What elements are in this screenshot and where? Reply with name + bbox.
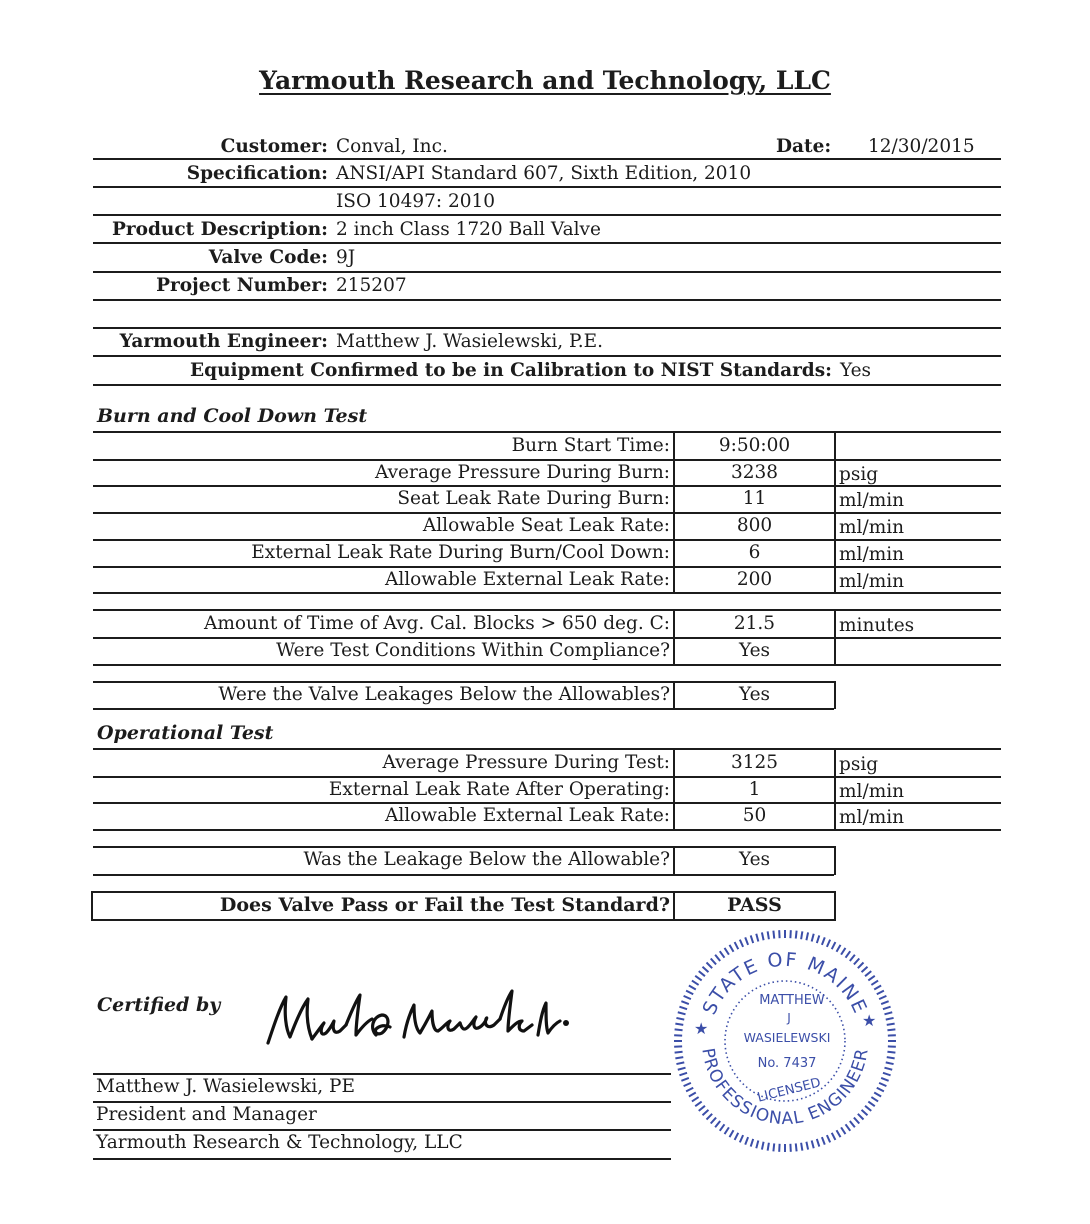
rule-project (93, 299, 1001, 301)
rule-name (93, 1101, 671, 1103)
seal-tick (768, 931, 769, 939)
seal-tick (796, 1143, 797, 1151)
seal-name-1: MATTHEW (759, 993, 825, 1008)
op-summary-top-rule (93, 846, 834, 848)
burn-row-rule (93, 539, 1001, 541)
seal-tick (684, 1083, 691, 1086)
seal-tick (846, 951, 851, 957)
seal-tick (879, 1083, 886, 1086)
rule-spec-2 (93, 214, 1001, 216)
seal-tick (745, 1137, 748, 1144)
burn-row-label: Allowable External Leak Rate: (384, 568, 670, 590)
op-row-value: 3125 (730, 752, 779, 773)
seal-tick (846, 1124, 851, 1130)
seal-tick (877, 1088, 884, 1092)
operational-section-title: Operational Test (97, 722, 274, 744)
seal-tick (768, 1143, 769, 1151)
seal-tick (756, 1140, 758, 1148)
seal-tick (686, 991, 693, 995)
customer-label: Customer: (220, 136, 328, 157)
seal-tick (801, 931, 802, 939)
calibration-label: Equipment Confirmed to be in Calibration to NIST Standards: (190, 360, 832, 381)
op-summary-label: Was the Leakage Below the Allowable? (303, 849, 670, 870)
seal-tick (874, 986, 881, 990)
burn-summary-label: Were the Valve Leakages Below the Allowables? (218, 684, 670, 705)
seal-tick (879, 996, 886, 999)
seal-tick (812, 934, 814, 942)
seal-tick (756, 934, 758, 942)
seal-tick (850, 955, 855, 961)
seal-tick (827, 940, 830, 947)
seal-tick (751, 935, 753, 943)
specification-value-2: ISO 10497: 2010 (336, 191, 496, 212)
seal-tick (862, 1110, 868, 1115)
date-label: Date: (776, 136, 832, 157)
seal-tick (730, 945, 734, 952)
burn-row-rule (93, 566, 1001, 568)
calibration-value: Yes (840, 360, 872, 381)
seal-tick (725, 948, 729, 955)
seal-tick (678, 1068, 686, 1070)
seal-tick (679, 1007, 687, 1009)
burn-row-value: 9:50:00 (718, 435, 791, 456)
seal-tick (689, 1093, 696, 1097)
burn-row-label: Burn Start Time: (511, 435, 670, 456)
date-value: 12/30/2015 (868, 136, 975, 157)
seal-tick (745, 937, 748, 944)
op-row-value: 1 (748, 778, 761, 800)
seal-top-text: STATE OF MAINE (698, 948, 872, 1019)
seal-tick (865, 971, 871, 976)
seal-tick (865, 1106, 871, 1111)
valve-code-label: Valve Code: (208, 247, 328, 268)
op-row-rule (93, 776, 1001, 778)
seal-tick (887, 1029, 895, 1030)
seal-tick (841, 948, 845, 955)
engineer-seal-icon (672, 928, 898, 1154)
seal-tick (740, 940, 743, 947)
burn-row-rule (93, 512, 1001, 514)
seal-tick (887, 1057, 895, 1058)
seal-tick (703, 967, 709, 972)
seal-licensed: LICENSED (755, 1075, 823, 1106)
certifier-role: President and Manager (96, 1104, 317, 1125)
seal-tick (711, 1118, 716, 1124)
seal-tick (854, 1118, 859, 1124)
burn2-row-label: Amount of Time of Avg. Cal. Blocks > 650 deg. C: (203, 613, 670, 634)
engineer-label: Yarmouth Engineer: (119, 331, 328, 352)
seal-tick (715, 1121, 720, 1127)
seal-tick (887, 1024, 895, 1025)
seal-tick (678, 1012, 686, 1014)
burn-summary-bottom-rule (93, 708, 834, 710)
op-row-rule (93, 829, 1001, 831)
seal-tick (886, 1018, 894, 1020)
seal-tick (675, 1024, 683, 1025)
burn-row-rule (93, 459, 1001, 461)
burn-section-title: Burn and Cool Down Test (97, 405, 368, 427)
seal-tick (695, 1102, 701, 1107)
rule-company (93, 1158, 671, 1160)
op-row-label: External Leak Rate After Operating: (328, 778, 670, 800)
seal-tick (877, 991, 884, 995)
operational-table-top-rule (93, 748, 1001, 750)
customer-value: Conval, Inc. (336, 136, 448, 157)
seal-license: No. 7437 (757, 1056, 817, 1071)
seal-tick (773, 1143, 774, 1151)
seal-tick (801, 1143, 802, 1151)
seal-tick (871, 1097, 878, 1101)
product-description-value: 2 inch Class 1720 Ball Valve (336, 219, 601, 240)
seal-tick (881, 1001, 888, 1004)
specification-value-1: ANSI/API Standard 607, Sixth Edition, 2010 (336, 163, 752, 184)
seal-tick (681, 1078, 688, 1081)
burn-row-label: Average Pressure During Burn: (374, 461, 670, 483)
seal-tick (711, 959, 716, 965)
seal-tick (762, 1142, 764, 1150)
specification-label: Specification: (186, 163, 328, 184)
seal-tick (868, 1102, 874, 1107)
burn2-row-unit: minutes (839, 615, 915, 636)
final-label: Does Valve Pass or Fail the Test Standard? (219, 894, 670, 916)
seal-tick (832, 1133, 836, 1140)
op-summary-bottom-rule (93, 874, 834, 876)
seal-tick (684, 996, 691, 999)
seal-tick (675, 1052, 683, 1053)
rule-valve (93, 271, 1001, 273)
product-description-label: Product Description: (111, 219, 328, 240)
burn-row-unit: ml/min (839, 490, 905, 512)
seal-tick (773, 931, 774, 939)
final-value: PASS (727, 894, 782, 916)
burn-row-value: 11 (742, 488, 767, 510)
burn-row-rule (93, 485, 1001, 487)
burn-row-label: External Leak Rate During Burn/Cool Down: (251, 541, 670, 563)
seal-tick (699, 971, 705, 976)
burn-row-unit: psig (839, 463, 879, 485)
rule-engineer (93, 355, 1001, 357)
project-number-label: Project Number: (156, 275, 328, 296)
seal-star-left-icon: ★ (694, 1019, 709, 1038)
seal-tick (735, 942, 739, 949)
seal-tick (676, 1062, 684, 1064)
seal-star-right-icon: ★ (862, 1011, 877, 1030)
seal-bottom-text: PROFESSIONAL ENGINEER (697, 1046, 873, 1130)
valve-code-value: 9J (336, 247, 356, 268)
op-row-unit: ml/min (839, 807, 905, 829)
burn-row-value: 6 (748, 541, 761, 563)
seal-tick (686, 1088, 693, 1092)
seal-tick (822, 1137, 825, 1144)
rule-calibration (93, 384, 1001, 386)
seal-tick (730, 1130, 734, 1137)
signature-icon (260, 985, 580, 1055)
seal-tick (720, 951, 725, 957)
signature-line (93, 1073, 671, 1075)
burn-row-value: 200 (736, 568, 773, 590)
seal-tick (874, 1093, 881, 1097)
seal-tick (762, 932, 764, 940)
seal-tick (692, 981, 699, 985)
op-row-label: Allowable External Leak Rate: (384, 805, 670, 827)
seal-name-2: J (787, 1011, 791, 1025)
op-row-unit: psig (839, 754, 879, 775)
op-row-value: 50 (742, 805, 767, 827)
rule-product (93, 242, 1001, 244)
seal-tick (837, 1130, 841, 1137)
seal-tick (884, 1012, 892, 1014)
burn-summary-right-edge (834, 681, 836, 709)
burn-row-rule (93, 592, 1001, 594)
seal-tick (883, 1073, 891, 1075)
seal-tick (715, 955, 720, 961)
seal-tick (812, 1140, 814, 1148)
seal-tick (827, 1135, 830, 1142)
seal-tick (871, 981, 878, 985)
burn-row-value: 800 (736, 515, 773, 537)
burn-row-label: Seat Leak Rate During Burn: (397, 488, 670, 510)
seal-tick (854, 959, 859, 965)
burn2-row-value: Yes (738, 640, 771, 661)
certified-by-label: Certified by (97, 994, 221, 1016)
seal-tick (740, 1135, 743, 1142)
seal-tick (679, 1073, 687, 1075)
seal-tick (692, 1097, 699, 1101)
project-number-value: 215207 (336, 275, 407, 296)
burn-row-unit: ml/min (839, 543, 905, 565)
burn-summary-top-rule (93, 681, 834, 683)
rule-role (93, 1129, 671, 1131)
seal-tick (884, 1068, 892, 1070)
document-title: Yarmouth Research and Technology, LLC (259, 66, 831, 95)
rule-separator (93, 327, 1001, 329)
certifier-name: Matthew J. Wasielewski, PE (96, 1076, 355, 1097)
op-divider-2 (834, 749, 836, 829)
seal-tick (689, 986, 696, 990)
seal-tick (735, 1133, 739, 1140)
burn-table2-top-rule (93, 609, 1001, 611)
seal-tick (806, 1142, 808, 1150)
burn2-row-label: Were Test Conditions Within Compliance? (276, 640, 670, 661)
seal-tick (806, 932, 808, 940)
seal-tick (751, 1139, 753, 1147)
seal-tick (725, 1127, 729, 1134)
seal-tick (707, 1114, 713, 1120)
seal-tick (881, 1078, 888, 1081)
seal-tick (822, 937, 825, 944)
burn-row-unit: ml/min (839, 570, 905, 592)
seal-tick (841, 1127, 845, 1134)
burn-row-value: 3238 (730, 461, 779, 483)
seal-tick (817, 1139, 819, 1147)
seal-tick (858, 1114, 864, 1120)
seal-tick (699, 1106, 705, 1111)
op-row-rule (93, 802, 1001, 804)
burn-table-top-rule (93, 431, 1001, 433)
seal-tick (703, 1110, 709, 1115)
seal-tick (681, 1001, 688, 1004)
burn-row-unit: ml/min (839, 517, 905, 539)
seal-tick (883, 1007, 891, 1009)
seal-tick (675, 1057, 683, 1058)
engineer-value: Matthew J. Wasielewski, P.E. (336, 331, 604, 352)
burn2-row-rule (93, 637, 1001, 639)
op-summary-value: Yes (738, 849, 771, 870)
rule-customer (93, 158, 1001, 160)
seal-tick (675, 1029, 683, 1030)
burn-row-label: Allowable Seat Leak Rate: (422, 515, 670, 537)
seal-tick (887, 1052, 895, 1053)
seal-tick (862, 967, 868, 972)
burn2-row-value: 21.5 (733, 613, 776, 634)
seal-tick (796, 931, 797, 939)
seal-tick (858, 963, 864, 969)
seal-tick (850, 1121, 855, 1127)
seal-tick (817, 935, 819, 943)
rule-spec-1 (93, 186, 1001, 188)
seal-tick (832, 942, 836, 949)
burn2-row-rule (93, 664, 1001, 666)
seal-tick (707, 963, 713, 969)
seal-tick (868, 976, 874, 981)
seal-tick (837, 945, 841, 952)
seal-name-3: WASIELEWSKI (743, 1030, 831, 1045)
seal-tick (695, 976, 701, 981)
op-summary-right-edge (834, 846, 836, 875)
op-row-unit: ml/min (839, 780, 905, 802)
seal-tick (676, 1018, 684, 1020)
certifier-company: Yarmouth Research & Technology, LLC (96, 1132, 463, 1153)
seal-tick (886, 1062, 894, 1064)
seal-tick (720, 1124, 725, 1130)
burn-summary-value: Yes (738, 684, 771, 705)
op-row-label: Average Pressure During Test: (382, 752, 670, 773)
